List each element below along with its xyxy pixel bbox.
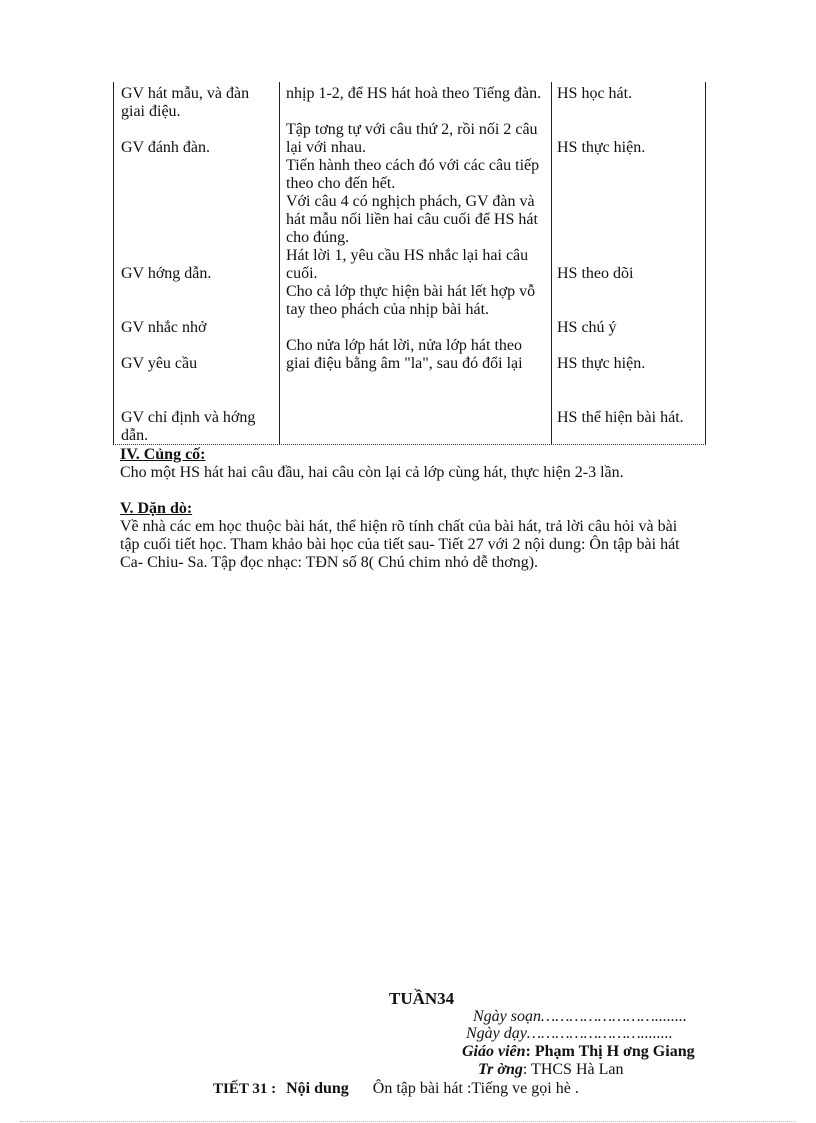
activity-description-cell: Với câu 4 có nghịch phách, GV đàn và hát mẫu nối liền hai câu cuối để HS hát cho đúng. [286,193,538,246]
section-4-body: Cho một HS hát hai câu đầu, hai câu còn lại cả lớp cùng hát, thực hiện 2-3 lần. [120,464,624,481]
teacher-activity-cell: GV nhắc nhở [121,319,207,336]
activity-description-cell: Hát lời 1, yêu cầu HS nhắc lại hai câu cuối. [286,247,529,282]
teacher-line [462,1043,695,1061]
period-line [213,1080,579,1098]
period-label: TIẾT 31 : [213,1081,277,1097]
teacher-activity-cell: GV đánh đàn. [121,139,211,156]
preparation-date: Ngày soạn……………………........ [473,1008,687,1025]
activity-description-cell: nhịp 1-2, để HS hát hoà theo Tiếng đàn. [286,85,542,102]
activity-description-cell: Tập tơng tự với câu thứ 2, rồi nối 2 câu lại với nhau. [286,121,538,156]
section-5-heading: V. Dặn dò: [120,500,193,517]
teaching-date: Ngày dạy……………………........ [466,1025,673,1042]
section-4-heading: IV. Củng cố: [120,446,206,463]
page-bottom-border [20,1121,796,1122]
school-line [478,1061,623,1079]
teacher-name: : Phạm Thị H ơng Giang [525,1043,695,1060]
week-title: TUẦN34 [389,989,455,1008]
school-name: : THCS Hà Lan [522,1061,624,1078]
table-column-divider [551,82,552,444]
lesson-activity-table [113,82,706,445]
student-activity-cell: HS thực hiện. [557,139,646,156]
teacher-activity-cell: GV hớng dẫn. [121,265,212,282]
teacher-activity-cell: GV yêu cầu [121,355,198,372]
student-activity-cell: HS học hát. [557,85,633,102]
activity-description-cell: Cho cả lớp thực hiện bài hát lết hợp vỗ tay theo phách của nhịp bài hát. [286,283,536,318]
content-text: Ôn tập bài hát :Tiếng ve gọi hè . [372,1080,579,1097]
table-column-divider [279,82,280,444]
student-activity-cell: HS thực hiện. [557,355,646,372]
teacher-label: Giáo viên [462,1043,526,1060]
teacher-activity-cell: GV chỉ định và hớng dẫn. [121,409,256,444]
teacher-activity-cell: GV hát mẫu, và đàn giai điệu. [121,85,250,120]
activity-description-cell: Cho nửa lớp hát lời, nửa lớp hát theo giai điệu bằng âm "la", sau đó đổi lại [286,337,523,372]
activity-description-cell: Tiến hành theo cách đó với các câu tiếp theo cho đến hết. [286,157,540,192]
school-label: Tr ờng [478,1061,523,1078]
section-5-body: Về nhà các em học thuộc bài hát, thể hiện rõ tính chất của bài hát, trả lời câu hỏi và bài tập cuối tiết học. Tham khảo bài học của tiết sau- Tiết 27 với 2 nội dung: Ôn tập bài hát Ca- Chiu- Sa. Tập đọc nhạc: TĐN số 8( Chú chim nhỏ dễ thơng). [120,518,680,571]
student-activity-cell: HS theo dõi [557,265,634,282]
content-label: Nội dung [286,1080,349,1097]
student-activity-cell: HS chú ý [557,319,617,336]
student-activity-cell: HS thể hiện bài hát. [557,409,684,426]
